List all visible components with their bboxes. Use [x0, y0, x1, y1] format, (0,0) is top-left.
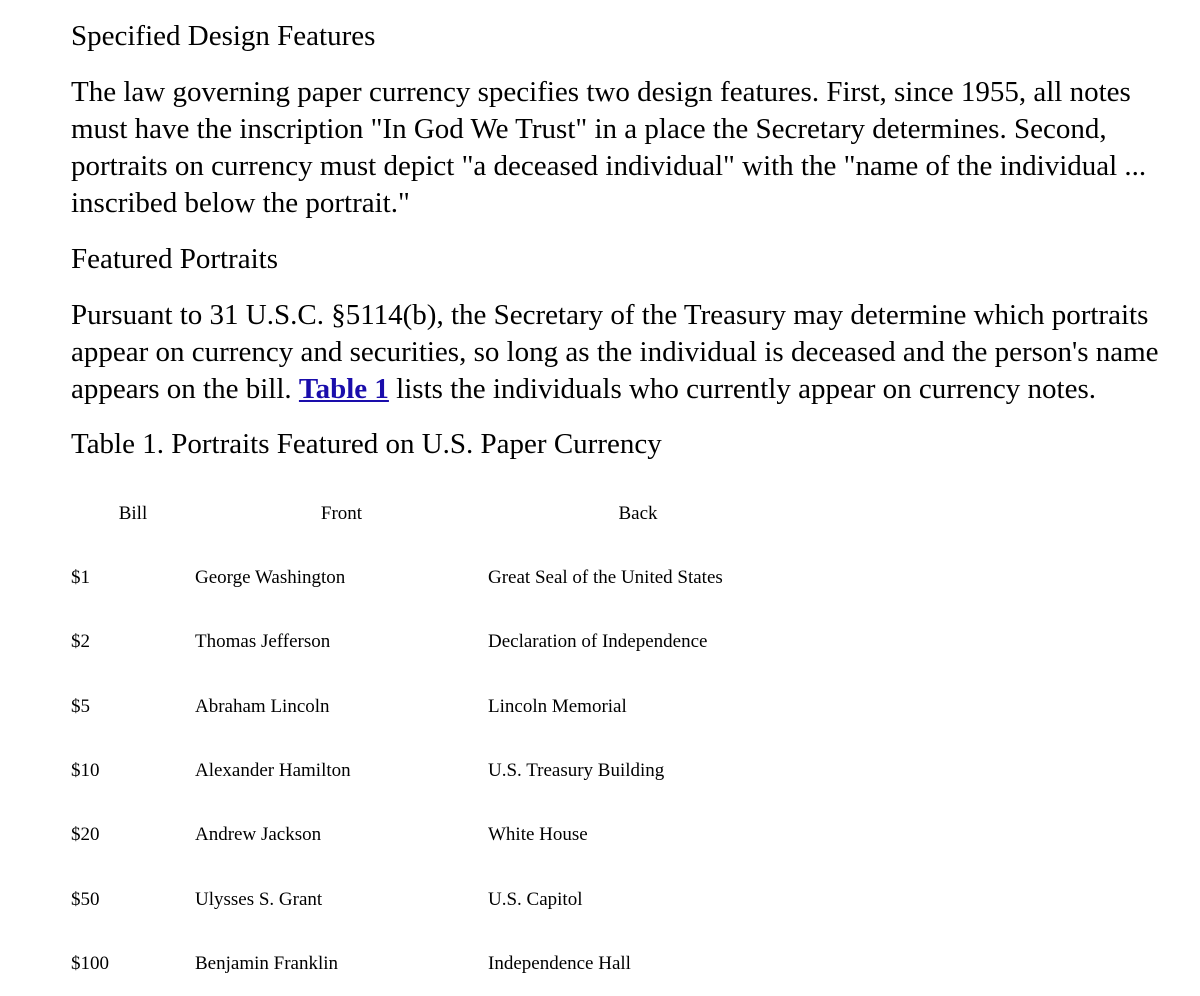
- cell-front: Andrew Jackson: [195, 824, 322, 846]
- paragraph-line: [71, 371, 1159, 408]
- cell-back: U.S. Treasury Building: [488, 760, 665, 782]
- paragraph-line: must have the inscription "In God We Trust" in a place the Secretary determines. Second,: [71, 113, 1107, 145]
- paragraph-text: lists the individuals who currently appear on currency notes.: [388, 373, 1097, 405]
- table-row: [71, 610, 788, 674]
- paragraph-text: appears on the bill.: [71, 373, 299, 405]
- paragraph-featured-portraits: [71, 297, 1159, 408]
- paragraph-line: Pursuant to 31 U.S.C. §5114(b), the Secretary of the Treasury may determine which portraits: [71, 299, 1149, 331]
- section-heading-featured-portraits: Featured Portraits: [71, 243, 278, 275]
- cell-back: White House: [488, 824, 588, 846]
- table-row: [71, 803, 788, 867]
- cell-bill: $10: [71, 760, 100, 782]
- header-bill: Bill: [118, 503, 148, 524]
- cell-back: Declaration of Independence: [488, 631, 708, 653]
- table-1-link[interactable]: Table 1: [298, 373, 389, 405]
- currency-portraits-table: [71, 482, 788, 996]
- cell-front: George Washington: [195, 567, 346, 589]
- cell-front: Thomas Jefferson: [195, 631, 331, 653]
- cell-front: Abraham Lincoln: [195, 695, 330, 717]
- table-caption: Table 1. Portraits Featured on U.S. Paper Currency: [71, 428, 662, 460]
- paragraph-design-features: [71, 74, 1146, 222]
- paragraph-line: The law governing paper currency specifies two design features. First, since 1955, all notes: [71, 76, 1131, 108]
- table-row: [71, 739, 788, 803]
- cell-bill: $5: [71, 695, 90, 717]
- cell-back: Independence Hall: [488, 952, 631, 974]
- header-front: Front: [320, 503, 363, 524]
- cell-bill: $1: [71, 567, 90, 589]
- table-row: [71, 675, 788, 739]
- header-back: Back: [618, 503, 658, 524]
- paragraph-line: inscribed below the portrait.": [71, 187, 410, 219]
- cell-front: Benjamin Franklin: [195, 952, 339, 974]
- table-row: [71, 867, 788, 931]
- paragraph-line: appear on currency and securities, so long as the individual is deceased and the person's name: [71, 336, 1159, 368]
- cell-back: Lincoln Memorial: [488, 695, 627, 717]
- paragraph-line: portraits on currency must depict "a deceased individual" with the "name of the individual ...: [71, 150, 1147, 182]
- table-row: [71, 932, 788, 996]
- cell-bill: $100: [71, 952, 109, 974]
- cell-front: Alexander Hamilton: [195, 760, 351, 782]
- cell-back: Great Seal of the United States: [488, 567, 723, 589]
- cell-bill: $50: [71, 888, 100, 910]
- table-row: [71, 546, 788, 610]
- table-header-row: [71, 482, 788, 546]
- cell-back: U.S. Capitol: [488, 888, 583, 910]
- cell-bill: $20: [71, 824, 100, 846]
- cell-bill: $2: [71, 631, 90, 653]
- section-heading-design-features: Specified Design Features: [71, 20, 376, 52]
- cell-front: Ulysses S. Grant: [195, 888, 323, 910]
